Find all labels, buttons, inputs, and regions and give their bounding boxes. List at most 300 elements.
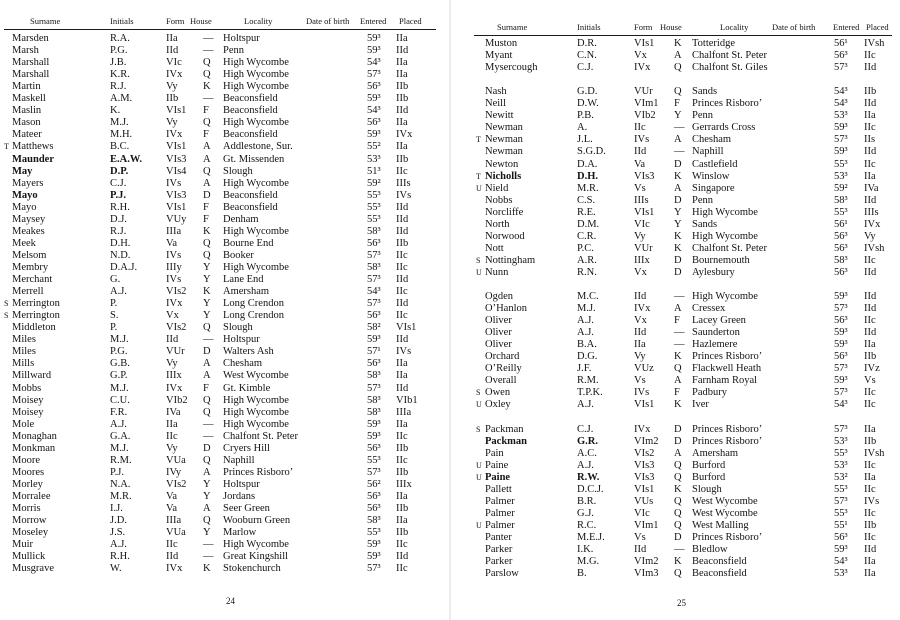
cell-surname: Parker: [485, 556, 513, 567]
cell-entered: 55¹: [834, 519, 848, 531]
cell-locality: Aylesbury: [692, 266, 735, 278]
cell-initials: R.A.: [110, 33, 130, 44]
cell-entered: 55³: [834, 158, 848, 170]
cell-placed: IIc: [864, 507, 876, 519]
table-row: [0, 443, 448, 455]
cell-placed: IId: [396, 225, 409, 237]
cell-surname: Moore: [12, 454, 40, 466]
cell-placed: IVz: [864, 363, 880, 375]
cell-surname: Panter: [485, 531, 512, 543]
table-row: [452, 267, 900, 279]
cell-placed: IIc: [396, 249, 408, 261]
table-row: [0, 455, 448, 467]
cell-surname: Parker: [485, 544, 513, 555]
cell-placed: IIa: [396, 69, 408, 81]
cell-placed: IIb: [864, 519, 877, 531]
cell-form: IId: [166, 551, 179, 563]
cell-initials: C.J.: [577, 423, 594, 435]
cell-initials: I.K.: [577, 544, 594, 555]
cell-locality: Princes Risboro’: [692, 423, 763, 435]
cell-initials: G.R.: [577, 435, 598, 447]
cell-initials: P.G.: [110, 346, 128, 358]
table-row: [0, 298, 448, 310]
cell-form: VIm3: [634, 568, 659, 580]
table-row: [452, 496, 900, 508]
cell-form: IIIy: [166, 262, 182, 273]
table-row: [452, 134, 900, 146]
cell-house: K: [203, 81, 211, 93]
cell-house: D: [674, 254, 682, 266]
table-row: [452, 171, 900, 183]
table-row: [0, 178, 448, 190]
cell-placed: IIc: [864, 254, 876, 266]
cell-surname: Maskell: [12, 93, 46, 105]
table-row: [0, 310, 448, 322]
cell-form: IVx: [166, 382, 183, 394]
cell-prefix: U: [476, 460, 482, 470]
cell-entered: 57¹: [367, 346, 381, 358]
cell-locality: High Wycombe: [223, 406, 289, 418]
cell-surname: Monaghan: [12, 430, 57, 442]
cell-entered: 58³: [834, 194, 848, 206]
cell-surname: Maunder: [12, 153, 54, 165]
cell-locality: Long Crendon: [223, 310, 284, 322]
table-row: [0, 214, 448, 226]
cell-house: —: [203, 334, 214, 346]
header-house: House: [660, 22, 682, 32]
cell-surname: Meakes: [12, 225, 45, 237]
cell-initials: M.R.: [577, 182, 599, 194]
cell-house: Q: [674, 363, 682, 375]
cell-placed: IIa: [864, 110, 876, 122]
cell-initials: D.M.: [577, 218, 600, 230]
table-row: [452, 183, 900, 195]
cell-locality: Holtspur: [223, 33, 260, 44]
cell-initials: G.P.: [110, 370, 128, 382]
cell-form: VIs3: [634, 459, 655, 471]
header-house: House: [190, 16, 212, 26]
cell-house: A: [203, 503, 211, 514]
cell-entered: 55³: [834, 206, 848, 218]
cell-entered: 57³: [367, 249, 381, 261]
cell-initials: R.M.: [110, 454, 132, 466]
cell-placed: IVa: [864, 182, 879, 194]
cell-initials: A.J.: [110, 286, 127, 298]
right-page: [452, 0, 900, 620]
cell-locality: Burford: [692, 471, 726, 483]
header-surname: Surname: [497, 22, 528, 32]
table-row: [452, 122, 900, 134]
cell-initials: E.A.W.: [110, 153, 142, 165]
cell-locality: Amersham: [692, 447, 739, 459]
cell-locality: Penn: [692, 110, 713, 122]
cell-placed: Vs: [864, 375, 876, 387]
cell-surname: Paine: [485, 459, 509, 471]
cell-placed: IIc: [396, 262, 408, 273]
cell-surname: Morralee: [12, 490, 51, 502]
cell-locality: Beaconsfield: [223, 105, 278, 117]
cell-form: VUr: [634, 242, 653, 254]
table-row: [452, 460, 900, 472]
cell-initials: S.: [110, 310, 119, 322]
cell-entered: 59³: [834, 291, 848, 302]
cell-placed: IIc: [396, 165, 408, 177]
cell-entered: 57³: [834, 495, 848, 507]
cell-entered: 59³: [834, 339, 848, 351]
cell-form: IVs: [166, 249, 182, 261]
cell-prefix: T: [476, 135, 481, 145]
cell-entered: 55³: [367, 454, 381, 466]
table-row: [452, 520, 900, 532]
cell-placed: IIc: [864, 387, 876, 399]
cell-form: IId: [166, 334, 179, 346]
cell-initials: B.C.: [110, 141, 130, 153]
cell-surname: Newman: [485, 146, 523, 158]
cell-surname: Mason: [12, 117, 41, 129]
table-row: [452, 472, 900, 484]
cell-locality: Slough: [692, 483, 722, 495]
cell-form: VIc: [634, 507, 650, 519]
cell-locality: Sands: [692, 86, 718, 98]
cell-initials: M.C.: [577, 291, 599, 302]
cell-placed: IIIs: [396, 177, 411, 189]
header-placed: Placed: [399, 16, 422, 26]
cell-initials: K.R.: [110, 69, 130, 81]
cell-placed: IIc: [864, 531, 876, 543]
cell-locality: Stokenchurch: [223, 563, 281, 575]
cell-placed: IVs: [864, 495, 880, 507]
cell-placed: IIc: [396, 454, 408, 466]
table-row: [452, 86, 900, 98]
cell-placed: IVx: [864, 218, 881, 230]
cell-entered: 53³: [834, 459, 848, 471]
cell-surname: Merrington: [12, 298, 60, 310]
cell-entered: 53²: [834, 471, 848, 483]
cell-entered: 59³: [367, 430, 381, 442]
cell-initials: M.J.: [110, 442, 129, 454]
cell-placed: IIb: [396, 237, 409, 249]
table-row: [452, 436, 900, 448]
cell-form: VIs2: [166, 322, 187, 334]
cell-surname: Muir: [12, 539, 33, 551]
cell-house: Q: [203, 249, 211, 261]
cell-initials: P.J.: [110, 189, 126, 201]
cell-placed: IIc: [864, 122, 876, 134]
table-row: [0, 467, 448, 479]
cell-entered: 56³: [834, 266, 848, 278]
cell-locality: Princes Risboro’: [692, 351, 763, 363]
cell-prefix: U: [476, 267, 482, 277]
cell-initials: D.C.J.: [577, 483, 604, 495]
cell-initials: B.A.: [577, 339, 597, 351]
cell-house: D: [674, 423, 682, 435]
table-row: [0, 286, 448, 298]
cell-prefix: U: [476, 472, 482, 482]
cell-initials: B.R.: [577, 495, 597, 507]
cell-house: Q: [203, 237, 211, 249]
cell-initials: M.R.: [110, 490, 132, 502]
cell-locality: Totteridge: [692, 38, 735, 49]
cell-form: VIc: [166, 57, 182, 69]
cell-house: Y: [203, 310, 211, 322]
cell-entered: 58³: [367, 225, 381, 237]
cell-form: VIs3: [634, 471, 655, 483]
table-row: [452, 399, 900, 411]
cell-house: Q: [203, 454, 211, 466]
cell-entered: 57³: [367, 563, 381, 575]
cell-house: K: [674, 399, 682, 411]
cell-initials: F.R.: [110, 406, 128, 418]
cell-initials: J.D.: [110, 515, 127, 526]
cell-house: Q: [674, 568, 682, 580]
table-row: [0, 250, 448, 262]
table-row: [0, 491, 448, 503]
cell-locality: High Wycombe: [223, 117, 289, 129]
cell-entered: 59³: [367, 93, 381, 105]
cell-placed: IIc: [864, 399, 876, 411]
cell-placed: IId: [864, 146, 877, 158]
cell-entered: 59³: [834, 146, 848, 158]
cell-house: Q: [203, 394, 211, 406]
cell-house: A: [674, 134, 682, 146]
cell-initials: R.E.: [577, 206, 596, 218]
cell-entered: 57³: [834, 134, 848, 146]
cell-initials: A.R.: [577, 254, 597, 266]
cell-surname: Mayo: [12, 201, 37, 213]
cell-initials: P.C.: [577, 242, 594, 254]
cell-locality: Booker: [223, 249, 254, 261]
cell-placed: IIa: [396, 57, 408, 69]
cell-form: VIm2: [634, 556, 659, 567]
cell-form: VUa: [166, 527, 186, 539]
cell-locality: Bledlow: [692, 544, 728, 555]
cell-surname: Ogden: [485, 291, 513, 302]
cell-form: VUr: [634, 86, 653, 98]
cell-placed: IId: [396, 213, 409, 225]
cell-placed: IId: [396, 382, 409, 394]
cell-form: VIs3: [634, 170, 655, 182]
cell-surname: Owen: [485, 387, 511, 399]
table-row: [0, 117, 448, 129]
cell-form: Vy: [166, 358, 178, 370]
table-row: [452, 50, 900, 62]
cell-surname: Nunn: [485, 266, 509, 278]
cell-form: IVy: [166, 466, 182, 478]
cell-form: IVs: [166, 177, 182, 189]
cell-surname: Mateer: [12, 129, 42, 141]
cell-surname: Mullick: [12, 551, 46, 563]
table-row: [0, 515, 448, 527]
cell-locality: High Wycombe: [692, 230, 758, 242]
cell-placed: IVs: [396, 346, 412, 358]
table-row: [452, 231, 900, 243]
cell-initials: J.S.: [110, 527, 126, 539]
cell-form: Va: [166, 237, 178, 249]
cell-house: K: [674, 170, 682, 182]
table-row: [0, 141, 448, 153]
cell-placed: IId: [864, 194, 877, 206]
cell-surname: Maysey: [12, 213, 46, 225]
cell-form: IVs: [634, 134, 650, 146]
cell-locality: High Wycombe: [223, 539, 289, 551]
cell-initials: M.J.: [110, 334, 129, 346]
cell-house: A: [203, 177, 211, 189]
cell-house: —: [203, 418, 214, 430]
cell-placed: IIb: [396, 93, 409, 105]
cell-initials: C.U.: [110, 394, 130, 406]
cell-entered: 55³: [367, 213, 381, 225]
cell-placed: IIa: [864, 556, 876, 567]
cell-entered: 56³: [367, 442, 381, 454]
cell-form: VUy: [166, 213, 187, 225]
cell-entered: 56³: [367, 81, 381, 93]
cell-form: IVx: [166, 563, 183, 575]
cell-initials: R.J.: [110, 81, 127, 93]
cell-house: Q: [203, 57, 211, 69]
cell-placed: IIa: [396, 490, 408, 502]
cell-initials: J.F.: [577, 363, 592, 375]
cell-house: A: [203, 153, 211, 165]
cell-prefix: S: [4, 311, 9, 321]
cell-house: A: [203, 141, 211, 153]
cell-placed: IIc: [864, 50, 876, 61]
cell-placed: IVsh: [864, 38, 885, 49]
cell-house: Y: [203, 298, 211, 310]
cell-form: IIc: [166, 539, 178, 551]
cell-placed: IIa: [396, 141, 408, 153]
cell-house: A: [674, 447, 682, 459]
cell-surname: Meek: [12, 237, 36, 249]
cell-house: Q: [674, 86, 682, 98]
cell-house: D: [674, 531, 682, 543]
cell-house: Q: [674, 519, 682, 531]
cell-placed: IIc: [396, 430, 408, 442]
cell-house: K: [203, 286, 211, 298]
cell-surname: Oliver: [485, 315, 512, 327]
cell-house: Q: [203, 515, 211, 526]
header-surname: Surname: [30, 16, 61, 26]
table-row: [0, 57, 448, 69]
cell-house: Y: [674, 110, 682, 122]
cell-form: VUr: [166, 346, 185, 358]
cell-locality: Gerrards Cross: [692, 122, 756, 134]
cell-form: VIs2: [166, 478, 187, 490]
cell-locality: Long Crendon: [223, 298, 284, 310]
cell-locality: High Wycombe: [223, 69, 289, 81]
cell-entered: 58³: [367, 394, 381, 406]
cell-house: —: [203, 93, 214, 105]
cell-form: VIm2: [634, 435, 659, 447]
cell-placed: IIb: [396, 527, 409, 539]
cell-placed: IIc: [396, 563, 408, 575]
cell-entered: 56³: [367, 358, 381, 370]
cell-placed: IIb: [396, 81, 409, 93]
cell-initials: P.: [110, 298, 118, 310]
cell-surname: Norwood: [485, 230, 525, 242]
cell-surname: Marsh: [12, 45, 39, 56]
cell-locality: Great Kingshill: [223, 551, 289, 563]
cell-locality: Flackwell Heath: [692, 363, 762, 375]
cell-form: IIb: [166, 93, 179, 105]
cell-prefix: S: [476, 424, 481, 434]
cell-surname: Martin: [12, 81, 41, 93]
cell-house: —: [674, 544, 685, 555]
cell-entered: 56³: [367, 503, 381, 514]
cell-surname: Moisey: [12, 394, 44, 406]
table-row: [452, 159, 900, 171]
cell-house: Q: [674, 459, 682, 471]
cell-house: K: [674, 242, 682, 254]
cell-house: A: [203, 370, 211, 382]
cell-house: Q: [203, 69, 211, 81]
cell-surname: Pallett: [485, 483, 512, 495]
cell-locality: Lane End: [223, 274, 264, 285]
table-row: [0, 370, 448, 382]
cell-placed: IIb: [396, 466, 409, 478]
cell-locality: Padbury: [692, 387, 727, 399]
cell-placed: IIa: [864, 339, 876, 351]
cell-form: Va: [634, 158, 646, 170]
cell-initials: M.J.: [110, 382, 129, 394]
table-row: [452, 243, 900, 255]
cell-locality: High Wycombe: [223, 394, 289, 406]
cell-surname: Mayo: [12, 189, 38, 201]
table-row: [0, 226, 448, 238]
cell-locality: Princes Risboro’: [692, 435, 763, 447]
table-row: [0, 238, 448, 250]
cell-locality: High Wycombe: [692, 206, 758, 218]
cell-locality: West Wycombe: [692, 495, 758, 507]
table-row: [452, 351, 900, 363]
cell-surname: Nott: [485, 242, 504, 254]
cell-placed: Vy: [864, 230, 876, 242]
table-row: [0, 395, 448, 407]
cell-locality: High Wycombe: [223, 177, 289, 189]
cell-locality: Cryers Hill: [223, 442, 270, 454]
cell-house: A: [203, 358, 211, 370]
table-row: [452, 303, 900, 315]
cell-house: Y: [203, 262, 211, 273]
header-form: Form: [166, 16, 185, 26]
cell-locality: Farnham Royal: [692, 375, 758, 387]
table-row: [0, 383, 448, 395]
cell-locality: High Wycombe: [223, 81, 289, 93]
cell-locality: Penn: [692, 194, 713, 206]
cell-placed: IId: [864, 303, 877, 314]
cell-entered: 59³: [834, 544, 848, 555]
cell-house: Q: [203, 322, 211, 334]
cell-surname: Morley: [12, 478, 43, 490]
cell-house: F: [674, 98, 680, 110]
cell-initials: A.J.: [577, 459, 594, 471]
cell-initials: R.N.: [577, 266, 597, 278]
cell-entered: 55³: [367, 201, 381, 213]
cell-initials: M.J.: [110, 117, 129, 129]
table-row: [0, 527, 448, 539]
table-row: [0, 358, 448, 370]
cell-entered: 57³: [834, 423, 848, 435]
cell-locality: Walters Ash: [223, 346, 274, 358]
cell-prefix: T: [476, 171, 481, 181]
cell-form: Vy: [634, 351, 646, 363]
header-entered: Entered: [360, 16, 387, 26]
cell-entered: 56¹: [834, 38, 848, 49]
cell-form: VIm1: [634, 98, 659, 110]
cell-form: VIc: [634, 218, 650, 230]
cell-initials: R.H.: [110, 201, 130, 213]
cell-surname: Nash: [485, 86, 507, 98]
cell-locality: Naphill: [223, 454, 255, 466]
